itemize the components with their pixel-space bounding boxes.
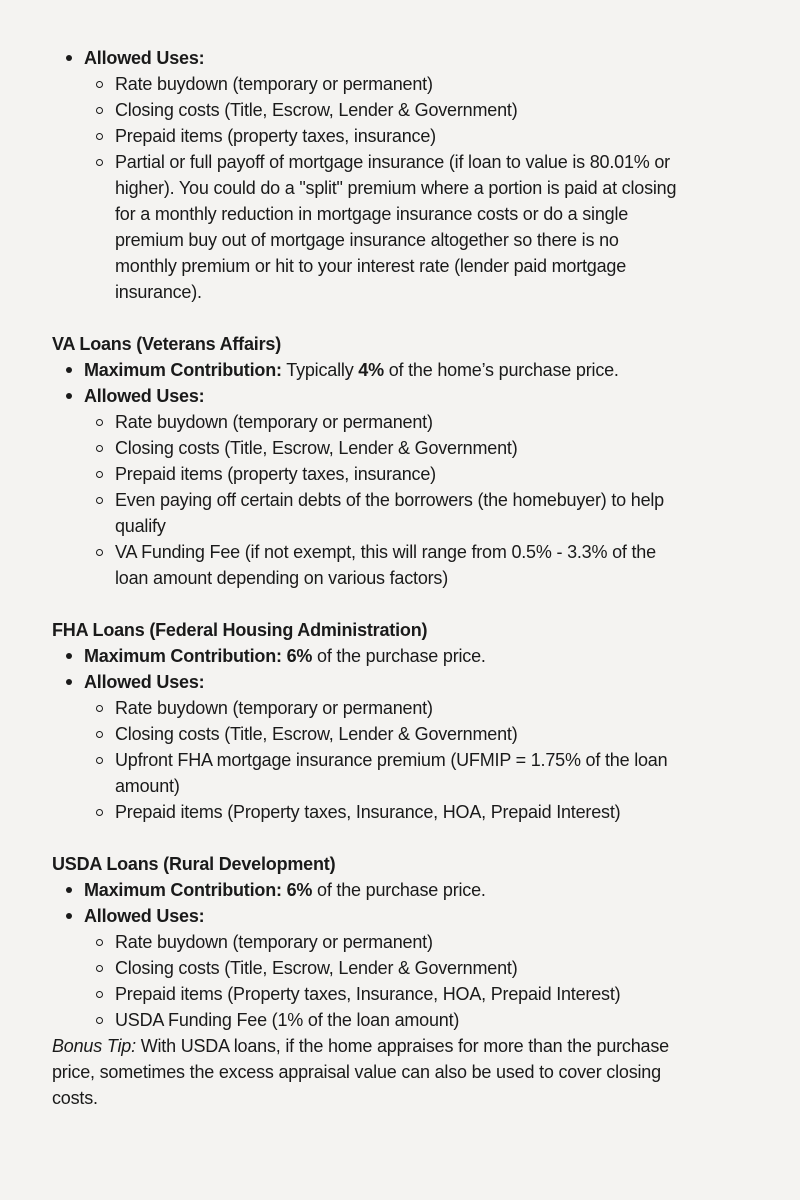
list-item-line: Even paying off certain debts of the borrowers (the homebuyer) to help	[115, 490, 664, 510]
circle-bullet-icon	[95, 409, 109, 435]
bullet-icon	[64, 383, 78, 409]
section-heading-usda: USDA Loans (Rural Development)	[52, 854, 336, 874]
list-item: Rate buydown (temporary or permanent)	[115, 698, 433, 718]
circle-bullet-icon	[95, 461, 109, 487]
bullet-icon	[64, 669, 78, 695]
allowed-uses-label: Allowed Uses:	[84, 672, 205, 692]
list-item: USDA Funding Fee (1% of the loan amount)	[115, 1010, 460, 1030]
list-item-line: for a monthly reduction in mortgage insurance costs or do a single	[115, 204, 629, 224]
bullet-icon	[64, 903, 78, 929]
max-contribution: Maximum Contribution: Typically 4% of the home’s purchase price.	[84, 360, 619, 380]
list-item-line: Upfront FHA mortgage insurance premium (UFMIP = 1.75% of the loan	[115, 750, 668, 770]
list-item: Closing costs (Title, Escrow, Lender & Government)	[115, 724, 518, 744]
circle-bullet-icon	[95, 435, 109, 461]
max-contribution: Maximum Contribution: 6% of the purchase price.	[84, 646, 486, 666]
section-heading-fha: FHA Loans (Federal Housing Administration)	[52, 620, 428, 640]
circle-bullet-icon	[95, 539, 109, 565]
list-item-line: VA Funding Fee (if not exempt, this will range from 0.5% - 3.3% of the	[115, 542, 656, 562]
list-item-line: Partial or full payoff of mortgage insurance (if loan to value is 80.01% or	[115, 152, 670, 172]
list-item-line: qualify	[115, 516, 166, 536]
bonus-tip-line: costs.	[52, 1088, 98, 1108]
bullet-icon	[64, 357, 78, 383]
circle-bullet-icon	[95, 487, 109, 513]
bonus-tip: Bonus Tip: With USDA loans, if the home appraises for more than the purchase	[52, 1036, 669, 1056]
list-item: Prepaid items (property taxes, insurance)	[115, 126, 436, 146]
list-item-line: insurance).	[115, 282, 202, 302]
circle-bullet-icon	[95, 149, 109, 175]
list-item-line: loan amount depending on various factors)	[115, 568, 449, 588]
circle-bullet-icon	[95, 1007, 109, 1033]
list-item: Closing costs (Title, Escrow, Lender & Government)	[115, 100, 518, 120]
list-item: Prepaid items (property taxes, insurance)	[115, 464, 436, 484]
list-item: Rate buydown (temporary or permanent)	[115, 932, 433, 952]
bullet-icon	[64, 643, 78, 669]
circle-bullet-icon	[95, 799, 109, 825]
list-item: Rate buydown (temporary or permanent)	[115, 74, 433, 94]
bullet-icon	[64, 877, 78, 903]
list-item: Rate buydown (temporary or permanent)	[115, 412, 433, 432]
list-item: Closing costs (Title, Escrow, Lender & Government)	[115, 438, 518, 458]
circle-bullet-icon	[95, 721, 109, 747]
circle-bullet-icon	[95, 929, 109, 955]
list-item-line: amount)	[115, 776, 180, 796]
allowed-uses-label: Allowed Uses:	[84, 906, 205, 926]
bonus-tip-line: price, sometimes the excess appraisal value can also be used to cover closing	[52, 1062, 661, 1082]
circle-bullet-icon	[95, 981, 109, 1007]
section-heading-va: VA Loans (Veterans Affairs)	[52, 334, 281, 354]
allowed-uses-label: Allowed Uses:	[84, 386, 205, 406]
list-item-line: premium buy out of mortgage insurance altogether so there is no	[115, 230, 619, 250]
allowed-uses-label: Allowed Uses:	[84, 48, 205, 68]
list-item: Prepaid items (Property taxes, Insurance, HOA, Prepaid Interest)	[115, 802, 621, 822]
circle-bullet-icon	[95, 71, 109, 97]
circle-bullet-icon	[95, 695, 109, 721]
circle-bullet-icon	[95, 97, 109, 123]
list-item: Closing costs (Title, Escrow, Lender & Government)	[115, 958, 518, 978]
list-item: Prepaid items (Property taxes, Insurance, HOA, Prepaid Interest)	[115, 984, 621, 1004]
max-contribution: Maximum Contribution: 6% of the purchase price.	[84, 880, 486, 900]
circle-bullet-icon	[95, 955, 109, 981]
list-item-line: monthly premium or hit to your interest rate (lender paid mortgage	[115, 256, 627, 276]
list-item-line: higher). You could do a "split" premium where a portion is paid at closing	[115, 178, 677, 198]
bullet-icon	[64, 45, 78, 71]
circle-bullet-icon	[95, 123, 109, 149]
circle-bullet-icon	[95, 747, 109, 773]
